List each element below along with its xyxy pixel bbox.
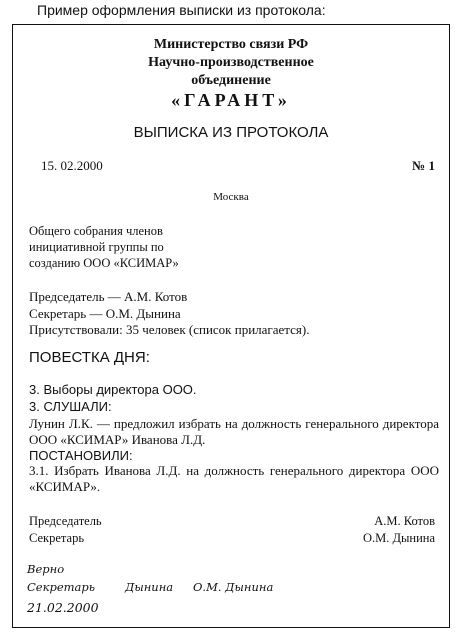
agenda-heading: ПОВЕСТКА ДНЯ: — [29, 349, 150, 366]
organization-line2: Научно-производственное — [148, 55, 314, 70]
handwritten-name: О.М. Дынина — [193, 580, 274, 594]
heard-heading: 3. СЛУШАЛИ: — [29, 399, 112, 414]
organization-line1: Министерство связи РФ — [153, 37, 309, 52]
attendance-chairman: Председатель — А.М. Котов — [29, 289, 188, 304]
organization-name: «ГАРАНТ» — [171, 90, 291, 110]
agenda-item: 3. Выборы директора ООО. — [29, 382, 197, 397]
document-frame — [12, 24, 450, 628]
handwritten-secretary: Секретарь — [27, 580, 96, 594]
chairman-label: Председатель — [29, 514, 102, 528]
attendance-present: Присутствовали: 35 человек (список прилагается). — [29, 322, 310, 337]
meeting-line1: Общего собрания членов — [29, 224, 163, 238]
document-date: 15. 02.2000 — [41, 158, 103, 173]
document-number: № 1 — [412, 158, 435, 173]
attendance-secretary: Секретарь — О.М. Дынина — [29, 306, 181, 321]
organization-line3: объединение — [191, 73, 271, 88]
handwritten-verno: Верно — [27, 562, 65, 576]
meeting-line2: инициативной группы по — [29, 240, 164, 254]
handwritten-signature: Дынина — [125, 580, 174, 594]
resolved-text: 3.1. Избрать Иванова Л.Д. на должность генерального директора ООО «КСИМАР». — [29, 463, 439, 494]
resolved-heading: ПОСТАНОВИЛИ: — [29, 448, 133, 463]
secretary-label: Секретарь — [29, 531, 85, 545]
handwritten-date: 21.02.2000 — [27, 600, 99, 615]
secretary-name: О.М. Дынина — [362, 531, 435, 545]
document-title: ВЫПИСКА ИЗ ПРОТОКОЛА — [133, 124, 329, 141]
heard-text: Лунин Л.К. — предложил избрать на должность генерального директора ООО «КСИМАР» Иванова Л.Д. — [29, 416, 439, 447]
chairman-name: А.М. Котов — [374, 514, 435, 528]
page-caption: Пример оформления выписки из протокола: — [37, 2, 326, 18]
meeting-line3: созданию ООО «КСИМАР» — [29, 256, 179, 270]
document-place: Москва — [213, 191, 249, 203]
